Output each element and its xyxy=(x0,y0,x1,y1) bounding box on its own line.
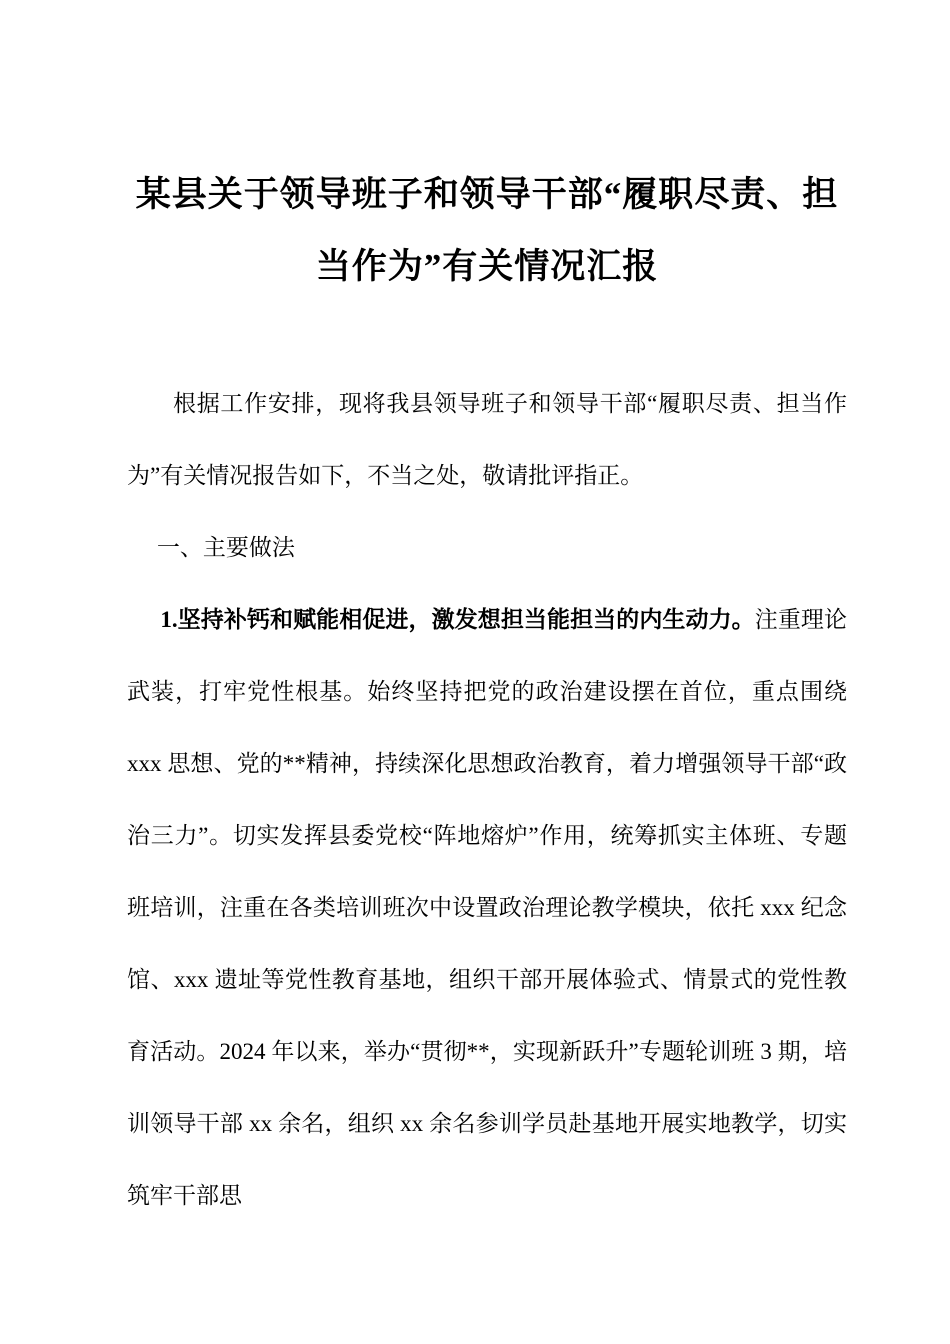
document-title: 某县关于领导班子和领导干部“履职尽责、担当作为”有关情况汇报 xyxy=(135,175,839,286)
point1-body-text: 注重理论武装，打牢党性根基。始终坚持把党的政治建设摆在首位，重点围绕 xxx 思想、党的**精神，持续深化思想政治教育，着力增强领导干部“政治三力”。切实发挥县委党校“阵地熔炉”作用，统筹抓实主体班、专题班培训，注重在各类培训班次中设置政治理论教学模块，依托 xxx 纪念馆、xxx 遗址等党性教育基地，组织干部开展体验式、情景式的党性教育活动。2024 年以来，举办“贯彻**，实现新跃升”专题轮训班 3 期，培训领导干部 xx 余名，组织 xx 余名参训学员赴基地开展实地教学，切实筑牢干部思 xyxy=(127,607,848,1208)
point1-lead-sentence: 1.坚持补钙和赋能相促进，激发想担当能担当的内生动力。 xyxy=(160,607,755,632)
intro-paragraph: 根据工作安排，现将我县领导班子和领导干部“履职尽责、担当作为”有关情况报告如下，不当之处，敬请批评指正。 xyxy=(127,391,847,488)
section1-point1-paragraph xyxy=(127,584,847,1232)
section-heading-1: 一、主要做法 xyxy=(156,535,295,560)
